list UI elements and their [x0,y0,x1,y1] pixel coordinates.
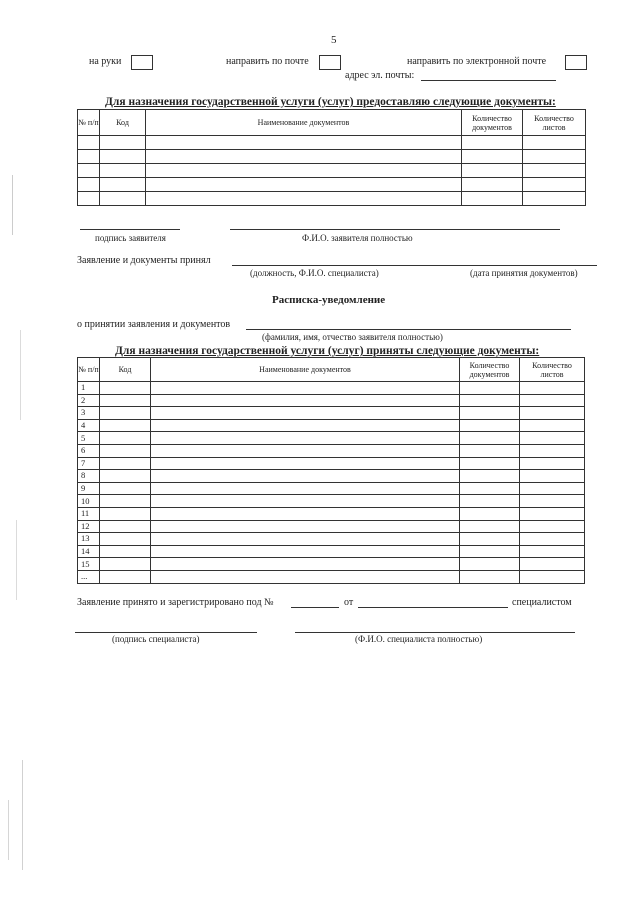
applicant-name-field[interactable] [230,229,560,230]
table-row[interactable] [78,394,585,407]
header-doc-name: Наименование документов [146,110,462,136]
specialist-signature-caption: (подпись специалиста) [112,634,200,644]
scan-artifact [12,175,13,235]
scan-artifact [8,800,9,860]
table-row[interactable] [78,407,585,420]
registration-from-label: от [344,597,354,608]
header-sheet-count: Количество листов [523,110,586,136]
table-row[interactable] [78,192,586,206]
email-address-label: адрес эл. почты: [345,70,415,81]
table-row[interactable] [78,558,585,571]
receipt-title: Расписка-уведомление [272,294,386,306]
table-row[interactable] [78,533,585,546]
row-number: 1 [78,382,100,395]
scan-artifact [20,330,21,420]
specialist-name-field[interactable] [295,632,575,633]
row-number: 5 [78,432,100,445]
scan-artifact [22,760,23,870]
page-number: 5 [331,34,337,46]
table-row[interactable] [78,520,585,533]
registration-specialist-label: специалистом [512,597,572,608]
row-number: 9 [78,482,100,495]
accepted-by-field[interactable] [232,265,597,266]
date-caption: (дата принятия документов) [470,268,578,278]
header-code: Код [100,358,151,382]
table-row[interactable] [78,178,586,192]
email-delivery-label: направить по электронной почте [407,56,547,67]
registration-date-field[interactable] [358,607,508,608]
row-number: 10 [78,495,100,508]
row-number: 6 [78,444,100,457]
row-number: 12 [78,520,100,533]
table-row[interactable] [78,507,585,520]
receipt-name-caption: (фамилия, имя, отчество заявителя полностью) [262,332,443,342]
row-number: 15 [78,558,100,571]
receipt-applicant-name-field[interactable] [246,329,571,330]
table-row[interactable] [78,482,585,495]
row-number: 8 [78,470,100,483]
table-row[interactable] [78,419,585,432]
accepted-label: Заявление и документы принял [77,255,211,266]
row-number: 4 [78,419,100,432]
hand-delivery-label: на руки [89,56,122,67]
table-row[interactable] [78,444,585,457]
post-delivery-checkbox[interactable] [319,55,341,70]
header-number: № п/п [78,358,100,382]
header-doc-name: Наименование документов [151,358,460,382]
row-number: ... [78,570,100,583]
table-row[interactable] [78,382,585,395]
table-row[interactable] [78,570,585,583]
row-number: 3 [78,407,100,420]
row-number: 14 [78,545,100,558]
position-caption: (должность, Ф.И.О. специалиста) [250,268,379,278]
registration-label: Заявление принято и зарегистрировано под № [77,597,274,608]
hand-delivery-checkbox[interactable] [131,55,153,70]
received-docs-table [77,357,585,584]
row-number: 2 [78,394,100,407]
provided-docs-title: Для назначения государственной услуги (услуг) предоставляю следующие документы: [105,96,556,108]
applicant-name-caption: Ф.И.О. заявителя полностью [302,233,413,243]
receipt-about-label: о принятии заявления и документов [77,319,231,330]
table-row[interactable] [78,495,585,508]
applicant-signature-field[interactable] [80,229,180,230]
table-row[interactable] [78,150,586,164]
row-number: 13 [78,533,100,546]
header-sheet-count: Количество листов [520,358,585,382]
specialist-signature-field[interactable] [75,632,257,633]
email-address-field[interactable] [421,80,556,81]
received-docs-title: Для назначения государственной услуги (услуг) приняты следующие документы: [115,345,540,357]
row-number: 7 [78,457,100,470]
provided-docs-table [77,109,586,206]
table-row[interactable] [78,432,585,445]
header-code: Код [100,110,146,136]
email-delivery-checkbox[interactable] [565,55,587,70]
table-row[interactable] [78,545,585,558]
header-doc-count: Количество документов [462,110,523,136]
row-number: 11 [78,507,100,520]
specialist-name-caption: (Ф.И.О. специалиста полностью) [355,634,483,644]
header-number: № п/п [78,110,100,136]
scan-artifact [16,520,17,600]
table-row[interactable] [78,164,586,178]
table-row[interactable] [78,457,585,470]
post-delivery-label: направить по почте [226,56,309,67]
table-row[interactable] [78,470,585,483]
header-doc-count: Количество документов [460,358,520,382]
registration-number-field[interactable] [291,607,339,608]
table-row[interactable] [78,136,586,150]
applicant-signature-caption: подпись заявителя [95,233,166,243]
